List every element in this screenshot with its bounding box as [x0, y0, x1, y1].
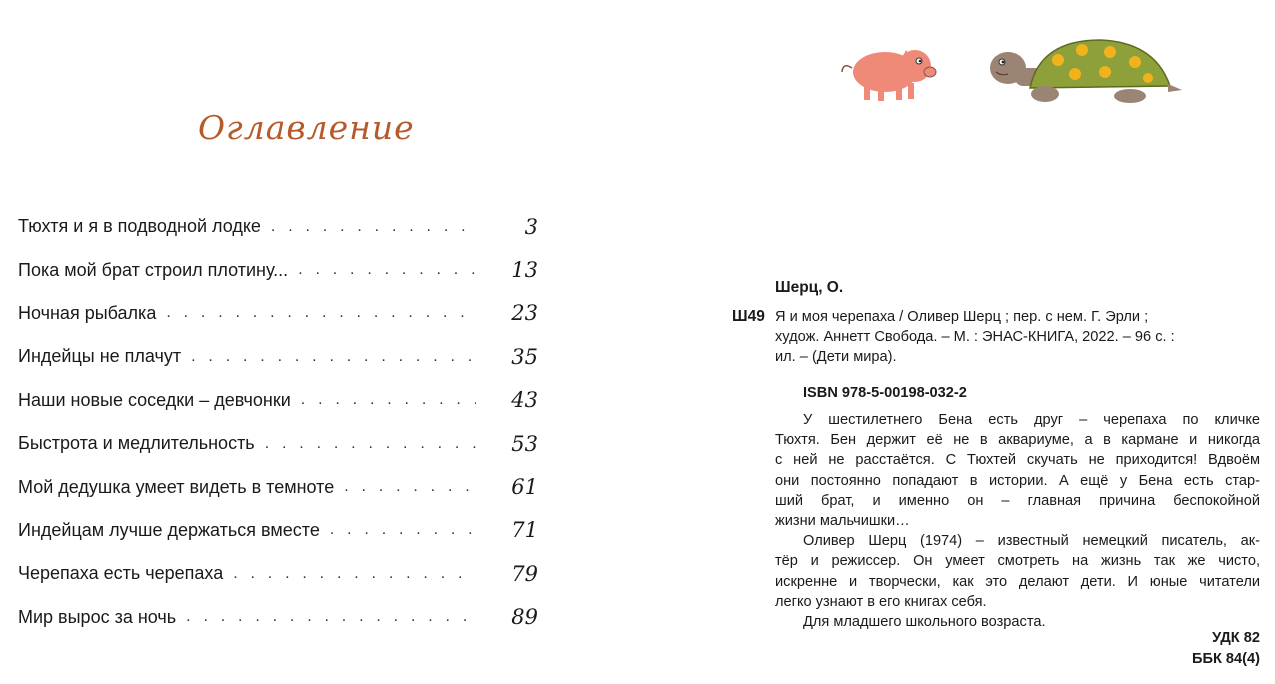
toc-entry	[18, 596, 538, 639]
annotation-line: искренне и творчески, как это делают дети. И юные читатели	[775, 573, 1260, 590]
toc-leader-dots	[301, 391, 476, 409]
toc-entry	[18, 379, 538, 422]
toc-entry-page: 13	[511, 258, 538, 283]
annotation-line: жизни мальчишки…	[775, 513, 910, 530]
toc-entry-title: Тюхтя и я в подводной лодке	[18, 216, 261, 237]
pig-icon	[842, 50, 936, 101]
toc-leader-dots	[186, 608, 476, 626]
toc-entry-page: 23	[511, 301, 538, 326]
annotation-line: легко узнают в его книгах себя.	[775, 593, 987, 610]
toc-entry-title: Мой дедушка умеет видеть в темноте	[18, 476, 335, 497]
toc-entry	[18, 335, 538, 378]
toc-leader-dots	[344, 478, 476, 496]
annotation	[775, 410, 1260, 632]
right-page	[640, 0, 1275, 684]
toc-leader-dots	[298, 261, 476, 279]
toc-entry-title: Наши новые соседки – девчонки	[18, 389, 291, 410]
toc-title: Оглавление	[198, 108, 415, 147]
toc-entry-page: 35	[511, 344, 538, 369]
toc-entry	[18, 509, 538, 552]
toc-entry-page: 71	[511, 518, 538, 543]
annotation-line: с ней не расстаётся. С Тюхтей скучать не приходится! Вдвоём	[775, 452, 1260, 469]
toc-leader-dots	[330, 521, 476, 539]
annotation-line: они постоянно попадают в истории. А ещё у Бена есть стар-	[775, 472, 1260, 489]
annotation-line: тёр и режиссер. Он умеет смотреть на жизнь так же чисто,	[775, 553, 1260, 570]
toc-leader-dots	[233, 565, 476, 583]
toc-entry-title: Индейцам лучше держаться вместе	[18, 519, 320, 540]
description-line: Я и моя черепаха / Оливер Шерц ; пер. с нем. Г. Эрли ;	[775, 309, 1149, 325]
toc-entry-title: Индейцы не плачут	[18, 346, 182, 367]
toc-entry	[18, 248, 538, 291]
description-line: ил. – (Дети мира).	[775, 349, 897, 366]
toc-leader-dots	[166, 304, 476, 322]
description-line: худож. Аннетт Свобода. – М. : ЭНАС-КНИГА, 2022. – 96 с. :	[775, 329, 1175, 346]
annotation-line: У шестилетнего Бена есть друг – черепаха по кличке	[803, 412, 1260, 428]
turtle-icon	[990, 40, 1182, 103]
annotation-line: Оливер Шерц (1974) – известный немецкий писатель, ак-	[803, 533, 1260, 550]
toc-entry-page: 53	[511, 431, 538, 456]
toc-list	[18, 205, 538, 639]
toc-entry-title: Быстрота и медлительность	[18, 433, 255, 454]
toc-entry-title: Черепаха есть черепаха	[18, 563, 224, 584]
toc-entry-page: 3	[524, 214, 538, 239]
left-page	[0, 0, 600, 684]
toc-entry-page: 61	[511, 475, 538, 500]
bbk-code: ББК 84(4)	[1191, 651, 1260, 667]
toc-leader-dots	[191, 348, 476, 366]
bibliographic-description	[775, 307, 1260, 368]
author-sign: Ш49	[732, 308, 765, 325]
toc-entry	[18, 422, 538, 465]
isbn: ISBN 978-5-00198-032-2	[803, 385, 967, 401]
toc-entry-page: 43	[511, 388, 538, 413]
toc-entry-title: Пока мой брат строил плотину...	[18, 259, 289, 280]
toc-entry	[18, 292, 538, 335]
toc-entry-page: 79	[511, 561, 538, 586]
annotation-line: ший брат, и именно он – главная причина беспокойной	[775, 492, 1260, 509]
toc-entry-title: Ночная рыбалка	[18, 302, 157, 323]
toc-leader-dots	[271, 218, 476, 236]
toc-leader-dots	[265, 435, 476, 453]
toc-entry	[18, 465, 538, 508]
toc-entry	[18, 205, 538, 248]
toc-entry-page: 89	[511, 605, 538, 630]
toc-entry	[18, 552, 538, 595]
annotation-line: Тюхтя. Бен держит её не в аквариуме, а в кармане и никогда	[775, 432, 1260, 449]
toc-entry-title: Мир вырос за ночь	[18, 606, 177, 627]
udk-code: УДК 82	[1212, 630, 1260, 646]
pig-and-turtle-illustration	[830, 28, 1190, 118]
annotation-line: Для младшего школьного возраста.	[803, 614, 1046, 631]
author-heading: Шерц, О.	[775, 279, 844, 296]
